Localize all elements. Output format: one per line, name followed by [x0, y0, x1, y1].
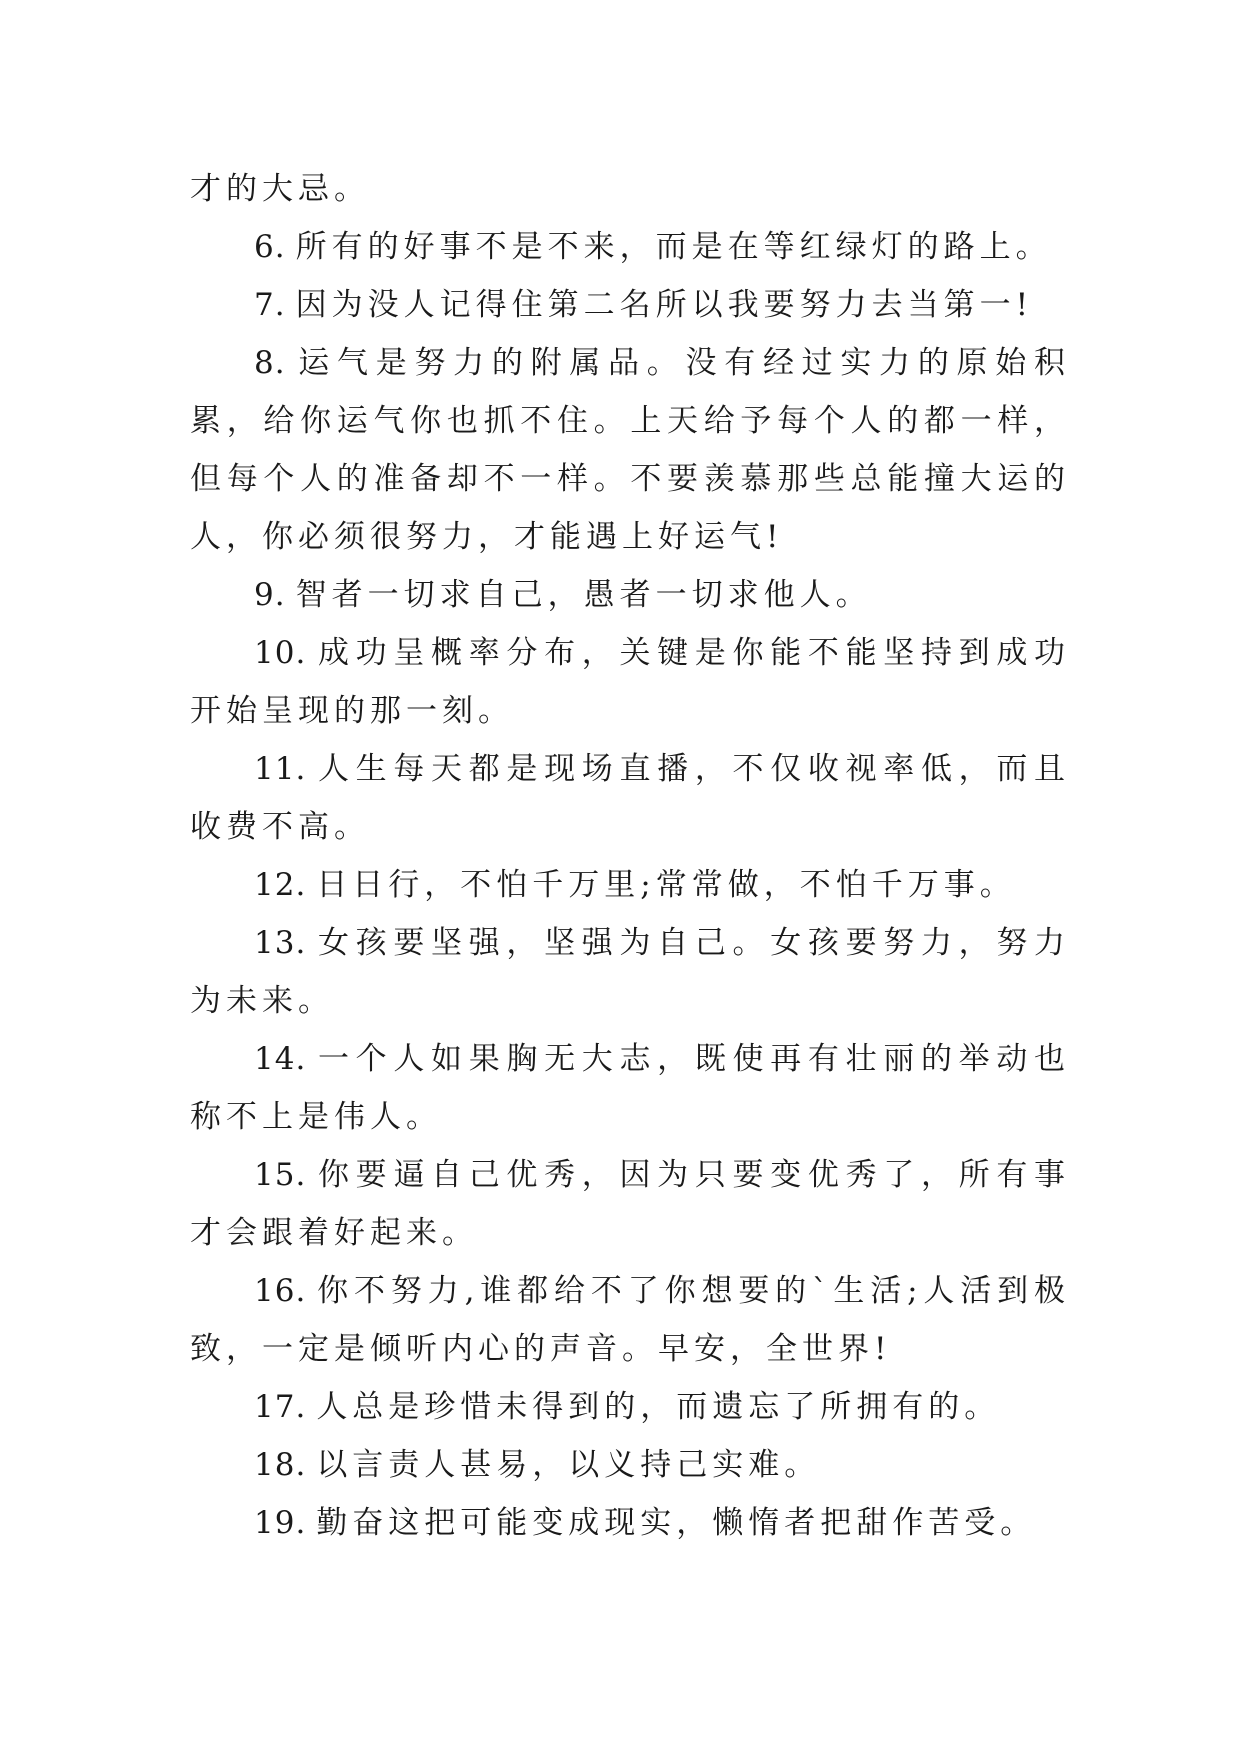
item-number: 13.	[254, 925, 307, 961]
item-number: 19.	[254, 1505, 307, 1541]
list-item	[190, 914, 1070, 1030]
list-item	[190, 1378, 1070, 1436]
item-text: 人总是珍惜未得到的，而遗忘了所拥有的。	[316, 1389, 1001, 1425]
list-item	[190, 1030, 1070, 1146]
list-item	[190, 566, 1070, 624]
item-number: 11.	[254, 751, 307, 787]
item-text: 因为没人记得住第二名所以我要努力去当第一!	[295, 287, 1034, 323]
list-item	[190, 218, 1070, 276]
item-text: 勤奋这把可能变成现实，懒惰者把甜作苦受。	[316, 1505, 1037, 1541]
item-text: 智者一切求自己，愚者一切求他人。	[295, 577, 872, 613]
item-number: 9.	[254, 577, 286, 613]
item-text: 所有的好事不是不来，而是在等红绿灯的路上。	[295, 229, 1052, 265]
document-body	[190, 160, 1070, 1552]
item-number: 12.	[254, 867, 307, 903]
item-number: 18.	[254, 1447, 307, 1483]
item-number: 6.	[254, 229, 286, 265]
item-number: 16.	[254, 1273, 307, 1309]
item-number: 17.	[254, 1389, 307, 1425]
item-number: 7.	[254, 287, 286, 323]
item-text: 运气是努力的附属品。没有经过实力的原始积累，给你运气你也抓不住。上天给予每个人的都一样，但每个人的准备却不一样。不要羡慕那些总能撞大运的人，你必须很努力，才能遇上好运气!	[190, 345, 1070, 555]
item-text: 一个人如果胸无大志，既使再有壮丽的举动也称不上是伟人。	[190, 1041, 1070, 1135]
item-text: 女孩要坚强，坚强为自己。女孩要努力，努力为未来。	[190, 925, 1070, 1019]
list-item	[190, 856, 1070, 914]
item-text: 你不努力,谁都给不了你想要的`生活;人活到极致，一定是倾听内心的声音。早安，全世界!	[190, 1273, 1070, 1367]
item-number: 15.	[254, 1157, 307, 1193]
list-item	[190, 740, 1070, 856]
list-item	[190, 624, 1070, 740]
list-item	[190, 1436, 1070, 1494]
list-item	[190, 276, 1070, 334]
list-item	[190, 334, 1070, 566]
item-text: 以言责人甚易，以义持己实难。	[316, 1447, 821, 1483]
item-text: 日日行，不怕千万里;常常做，不怕千万事。	[316, 867, 1016, 903]
item-text: 你要逼自己优秀，因为只要变优秀了，所有事才会跟着好起来。	[190, 1157, 1070, 1251]
item-number: 10.	[254, 635, 307, 671]
continuation-paragraph: 才的大忌。	[190, 171, 370, 207]
list-item	[190, 1494, 1070, 1552]
list-item	[190, 1262, 1070, 1378]
item-number: 14.	[254, 1041, 307, 1077]
list-item	[190, 1146, 1070, 1262]
item-number: 8.	[254, 345, 286, 381]
item-text: 成功呈概率分布，关键是你能不能坚持到成功开始呈现的那一刻。	[190, 635, 1070, 729]
item-text: 人生每天都是现场直播，不仅收视率低，而且收费不高。	[190, 751, 1070, 845]
